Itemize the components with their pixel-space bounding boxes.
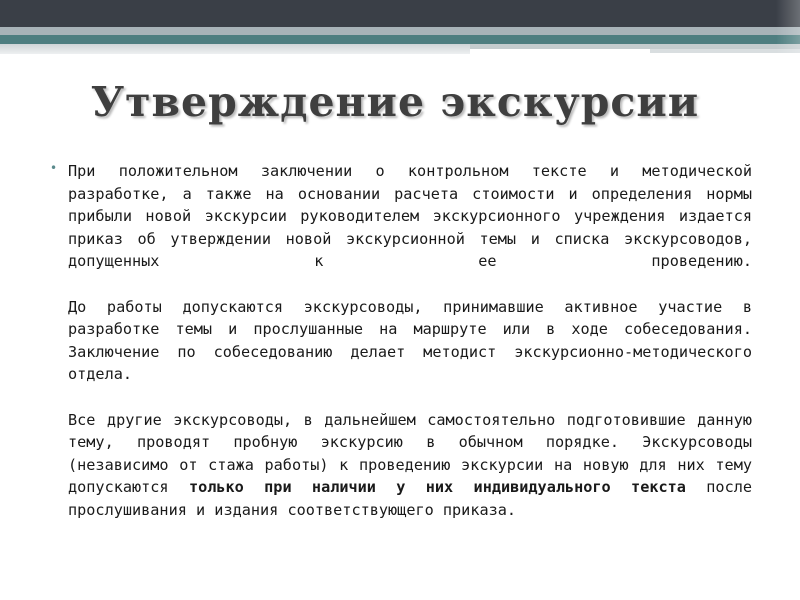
header-edge-shade <box>776 0 800 54</box>
header-teal-band <box>0 35 800 44</box>
paragraph-other-guides-ending: после прослушивания и издания соответствующего приказа. <box>68 478 752 519</box>
paragraph-bold-emphasis: только при наличии у них индивидуального текста <box>188 478 686 497</box>
slide-title: Утверждение экскурсии <box>90 78 700 126</box>
paragraph-guide-admission: До работы допускаются экскурсоводы, принимавшие активное участие в разработке темы и прослушанные на маршруте или в ходе собеседования. Заключение по собеседованию делает методист экскурсионно-методического отдела. <box>68 297 752 384</box>
header-light-band <box>0 44 470 54</box>
slide-body <box>68 160 752 522</box>
paragraph-approval-order: При положительном заключении о контрольном тексте и методической разработке, а также на основании расчета стоимости и определения нормы прибыли новой экскурсии руководителем экскурсионного учреждения издается приказ об утверждении новой экскурсионной темы и списка экскурсоводов, допущенных к ее проведению. <box>68 162 752 271</box>
bullet-dot-icon: • <box>50 161 58 175</box>
paragraph-other-guides <box>68 409 752 522</box>
paragraph-other-guides-text: Все другие экскурсоводы, в дальнейшем самостоятельно подготовившие данную тему, проводят пробную экскурсию в обычном порядке. Экскурсоводы (независимо от стажа работы) к проведению экскурсии на новую для них тему допускаются <box>68 410 752 497</box>
header-gray-stripe <box>0 27 800 35</box>
header-dark-band <box>0 0 800 27</box>
